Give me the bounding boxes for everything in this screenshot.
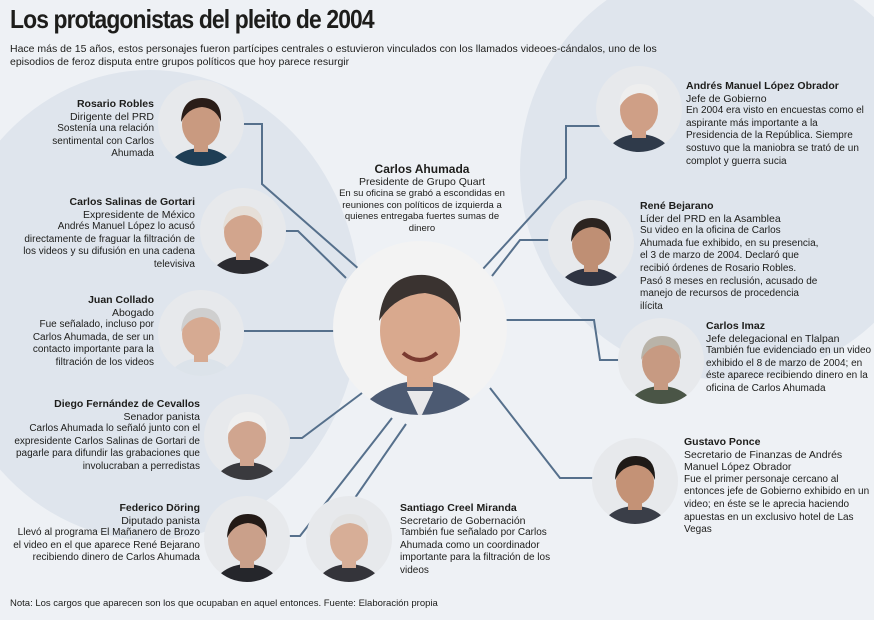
portrait-carlos-imaz xyxy=(618,318,704,404)
person-imaz-name: Carlos Imaz xyxy=(706,320,765,332)
person-amlo-role: Jefe de Gobierno xyxy=(686,92,767,105)
center-text xyxy=(338,163,506,234)
person-ponce-desc: Fue el primer personaje cercano al entonces jefe de Gobierno exhibido en un video; en éste se le aprecia haciendo apuestas en un exclusivo hotel de Las Vegas xyxy=(684,473,870,536)
person-imaz-text xyxy=(706,320,872,396)
person-bejarano-name: René Bejarano xyxy=(640,200,714,212)
person-ponce-role: Secretario de Finanzas de Andrés Manuel López Obrador xyxy=(684,448,843,474)
connector-ponce xyxy=(490,388,598,478)
person-cevallos-name: Diego Fernández de Cevallos xyxy=(54,398,200,410)
connector-imaz xyxy=(506,320,620,360)
person-cevallos-text xyxy=(4,398,200,474)
portrait-federico-doring xyxy=(204,496,290,582)
portrait-rene-bejarano xyxy=(548,200,634,286)
person-amlo-name: Andrés Manuel López Obrador xyxy=(686,80,839,92)
person-creel-text xyxy=(400,502,570,578)
person-doring-name: Federico Döring xyxy=(119,502,200,514)
connector-bejarano xyxy=(492,240,551,276)
connector-salinas xyxy=(284,231,346,278)
portrait-santiago-creel xyxy=(306,496,392,582)
center-desc: En su oficina se grabó a escondidas en reuniones con políticos de izquierda a quienes entregaba fuertes sumas de dinero xyxy=(339,188,505,234)
portrait-diego-fernandez xyxy=(204,394,290,480)
person-amlo-text xyxy=(686,80,866,168)
person-robles-desc: Sostenía una relación sentimental con Carlos Ahumada xyxy=(52,123,154,160)
connector-cevallos xyxy=(290,393,362,438)
person-imaz-desc: También fue evidenciado en un video exhibido el 8 de marzo de 2004; en éste aparece recibiendo dinero en la oficina de Carlos Ahumada xyxy=(706,345,872,394)
person-doring-text xyxy=(10,502,200,565)
person-salinas-name: Carlos Salinas de Gortari xyxy=(69,196,195,208)
person-ponce-name: Gustavo Ponce xyxy=(684,436,761,448)
person-creel-name: Santiago Creel Miranda xyxy=(400,502,517,514)
page-title: Los protagonistas del pleito de 2004 xyxy=(10,4,374,34)
person-robles-role: Dirigente del PRD xyxy=(69,110,154,123)
person-bejarano-role: Líder del PRD en la Asamblea xyxy=(640,212,781,225)
person-bejarano-text xyxy=(640,200,820,313)
person-robles-text xyxy=(20,98,154,161)
portrait-carlos-ahumada xyxy=(333,241,507,415)
person-doring-desc: Llevó al programa El Mañanero de Brozo el video en el que aparece René Bejarano recibiendo dinero de Carlos Ahumada xyxy=(13,527,200,564)
footnote: Nota: Los cargos que aparecen son los que ocupaban en aquel entonces. Fuente: Elaboración propia xyxy=(10,598,438,609)
person-imaz-role: Jefe delegacional en Tlalpan xyxy=(706,332,840,345)
person-collado-role: Abogado xyxy=(111,306,154,319)
person-robles-name: Rosario Robles xyxy=(76,98,154,110)
person-collado-name: Juan Collado xyxy=(88,294,154,306)
person-doring-role: Diputado panista xyxy=(121,514,200,527)
person-creel-role: Secretario de Gobernación xyxy=(400,514,526,527)
person-salinas-desc: Andrés Manuel López lo acusó directamente de fraguar la filtración de los videos y su difusión en una cadena televisiva xyxy=(23,221,195,270)
portrait-rosario-robles xyxy=(158,80,244,166)
person-salinas-role: Expresidente de México xyxy=(82,208,195,221)
person-ponce-text xyxy=(684,436,870,537)
person-cevallos-role: Senador panista xyxy=(123,410,200,423)
center-name: Carlos Ahumada xyxy=(374,162,470,176)
person-salinas-text xyxy=(10,196,195,272)
person-collado-text xyxy=(10,294,154,370)
person-collado-desc: Fue señalado, incluso por Carlos Ahumada, de ser un contacto importante para la filtración de los videos xyxy=(32,319,154,368)
person-creel-desc: También fue señalado por Carlos Ahumada como un coordinador importante para la filtración de los videos xyxy=(400,527,551,576)
portrait-carlos-salinas xyxy=(200,188,286,274)
person-bejarano-desc: Su video en la oficina de Carlos Ahumada fue exhibido, en su presencia, el 3 de marzo de 2004. Declaró que recibió órdenes de Rosario Robles. Pasó 8 meses en reclusión, acusado de manejo de recursos de procedencia ilícita xyxy=(640,225,819,312)
page-subtitle: Hace más de 15 años, estos personajes fueron partícipes centrales o estuvieron vinculados con los llamados videoes-cándalos, uno de los episodios de feroz disputa entre grupos políticos que hoy parece resurgir xyxy=(10,43,657,68)
person-cevallos-desc: Carlos Ahumada lo señaló junto con el expresidente Carlos Salinas de Gortari de pagarle para difundir las grabaciones que involucraban a perredistas xyxy=(14,423,200,472)
center-role: Presidente de Grupo Quart xyxy=(358,175,486,188)
portrait-juan-collado xyxy=(158,290,244,376)
person-amlo-desc: En 2004 era visto en encuestas como el aspirante más importante a la Presidencia de la República. Siempre sostuvo que la maniobra se trató de un complot y guerra sucia xyxy=(686,105,864,167)
portrait-amlo xyxy=(596,66,682,152)
portrait-gustavo-ponce xyxy=(592,438,678,524)
